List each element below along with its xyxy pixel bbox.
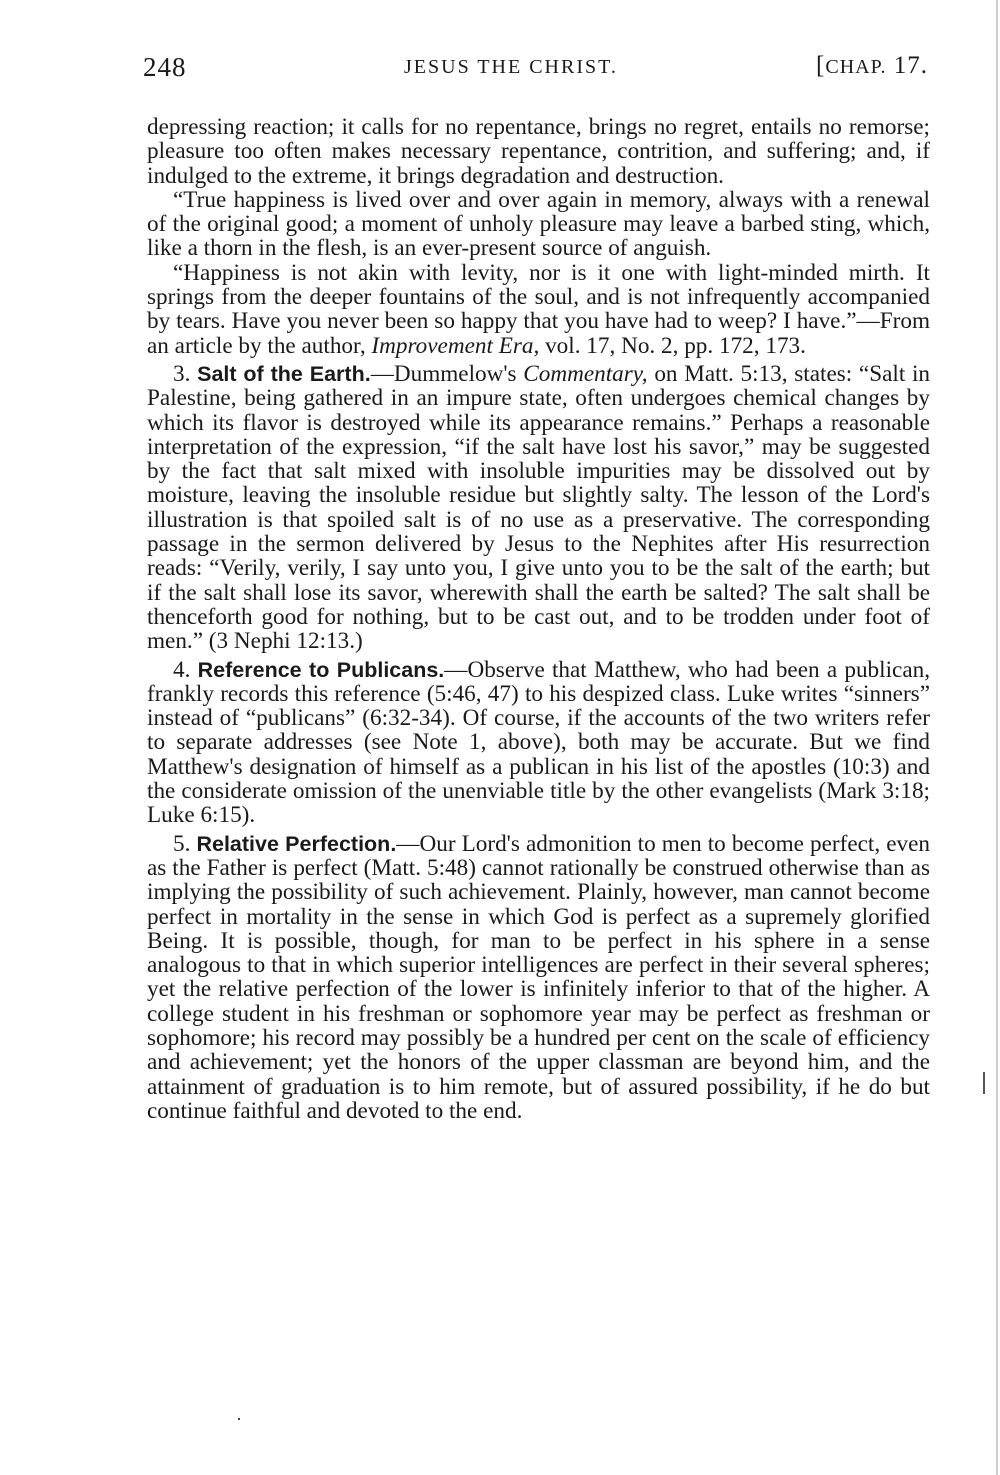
source-title: Improvement Era, bbox=[371, 332, 540, 359]
note-source-title: Commentary, bbox=[523, 360, 648, 387]
page-edge bbox=[996, 0, 998, 1475]
note-relative-perfection bbox=[147, 832, 930, 1124]
paragraph-continuation: depressing reaction; it calls for no repentance, brings no regret, entails no remorse; pleasure too often makes necessary repentance, contrition, and suffering; and, if indulged to the extreme, it brings degradation and destruction. bbox=[147, 114, 930, 189]
paragraph-happiness-levity bbox=[147, 261, 930, 358]
paragraph-happiness-memory: “True happiness is lived over and over again in memory, always with a renewal of the original good; a moment of unholy pleasure may leave a barbed sting, which, like a thorn in the flesh, is an ever-present source of anguish. bbox=[147, 186, 930, 262]
note-salt-of-earth bbox=[147, 362, 930, 654]
note-number: 3. bbox=[173, 360, 191, 387]
note-heading: Reference to Publicans. bbox=[197, 657, 445, 682]
note-heading: Salt of the Earth. bbox=[197, 361, 371, 386]
source-citation: vol. 17, No. 2, pp. 172, 173. bbox=[545, 332, 806, 359]
chapter-label: CHAP. bbox=[825, 56, 887, 78]
note-lead: —Dummelow's bbox=[370, 360, 517, 387]
quote-text: “Happiness is not akin with levity, nor is it one with light-minded mirth. It springs from the deeper fountains of the soul, and is not infrequently accompanied by tears. Have you never been so happy that you have had to weep? I have.”—From an article by the author, bbox=[147, 259, 930, 359]
scan-speck bbox=[238, 1418, 240, 1420]
running-title: JESUS THE CHRIST. bbox=[404, 56, 618, 78]
page-number: 248 bbox=[143, 52, 187, 82]
chapter-reference bbox=[816, 52, 928, 80]
note-body: on Matt. 5:13, states: “Salt in Palestine, being gathered in an impure state, often undergoes chemical changes by which its flavor is destroyed while its appearance remains.” Perhaps a reasonable interpretation of the expression, “if the salt have lost his savor,” may be suggested by the fact that salt mixed with insoluble impurities may be dissolved out by moisture, leaving the insoluble residue but slightly salty. The lesson of the Lord's illustration is that spoiled salt is of no use as a preservative. The corresponding passage in the sermon delivered by Jesus to the Nephites after His resurrection reads: “Verily, verily, I say unto you, I give unto you to be the salt of the earth; but if the salt shall lose its savor, wherewith shall the earth be salted? The salt shall be thenceforth good for nothing, but to be cast out, and to be trodden under foot of men.” (3 Nephi 12:13.) bbox=[147, 360, 931, 655]
chapter-number: 17. bbox=[893, 52, 928, 79]
note-number: 5. bbox=[173, 830, 191, 857]
note-reference-to-publicans bbox=[147, 658, 930, 828]
margin-mark bbox=[983, 1072, 985, 1094]
note-body: —Observe that Matthew, who had been a publican, frankly records this reference (5:46, 47) to his despized class. Luke writes “sinners” instead of “publicans” (6:32-34). Of course, if the accounts of the two writers refer to separate addresses (see Note 1, above), both may be accurate. But we find Matthew's designation of himself as a publican in his list of the apostles (10:3) and the considerate omission of the unenviable title by the other evangelists (Mark 3:18; Luke 6:15). bbox=[147, 656, 931, 829]
page-body bbox=[147, 115, 930, 1123]
chapter-bracket: [ bbox=[816, 52, 826, 79]
note-body: —Our Lord's admonition to men to become perfect, even as the Father is perfect (Matt. 5:48) cannot rationally be construed otherwise than as implying the possibility of such achievement. Plainly, however, man cannot become perfect in mortality in the sense in which God is perfect as a supremely glorified Being. It is possible, though, for man to be perfect in his sphere in a sense analogous to that in which superior intelligences are perfect in their several spheres; yet the relative perfection of the lower is infinitely inferior to that of the higher. A college student in his freshman or sophomore year may be perfect as freshman or sophomore; his record may possibly be a hundred per cent on the scale of efficiency and achievement; yet the honors of the upper classman are beyond him, and the attainment of graduation is to him remote, but of assured possibility, if he do but continue faithful and devoted to the end. bbox=[147, 830, 931, 1124]
page-header bbox=[143, 52, 928, 92]
note-heading: Relative Perfection. bbox=[196, 831, 397, 856]
note-number: 4. bbox=[173, 656, 191, 683]
